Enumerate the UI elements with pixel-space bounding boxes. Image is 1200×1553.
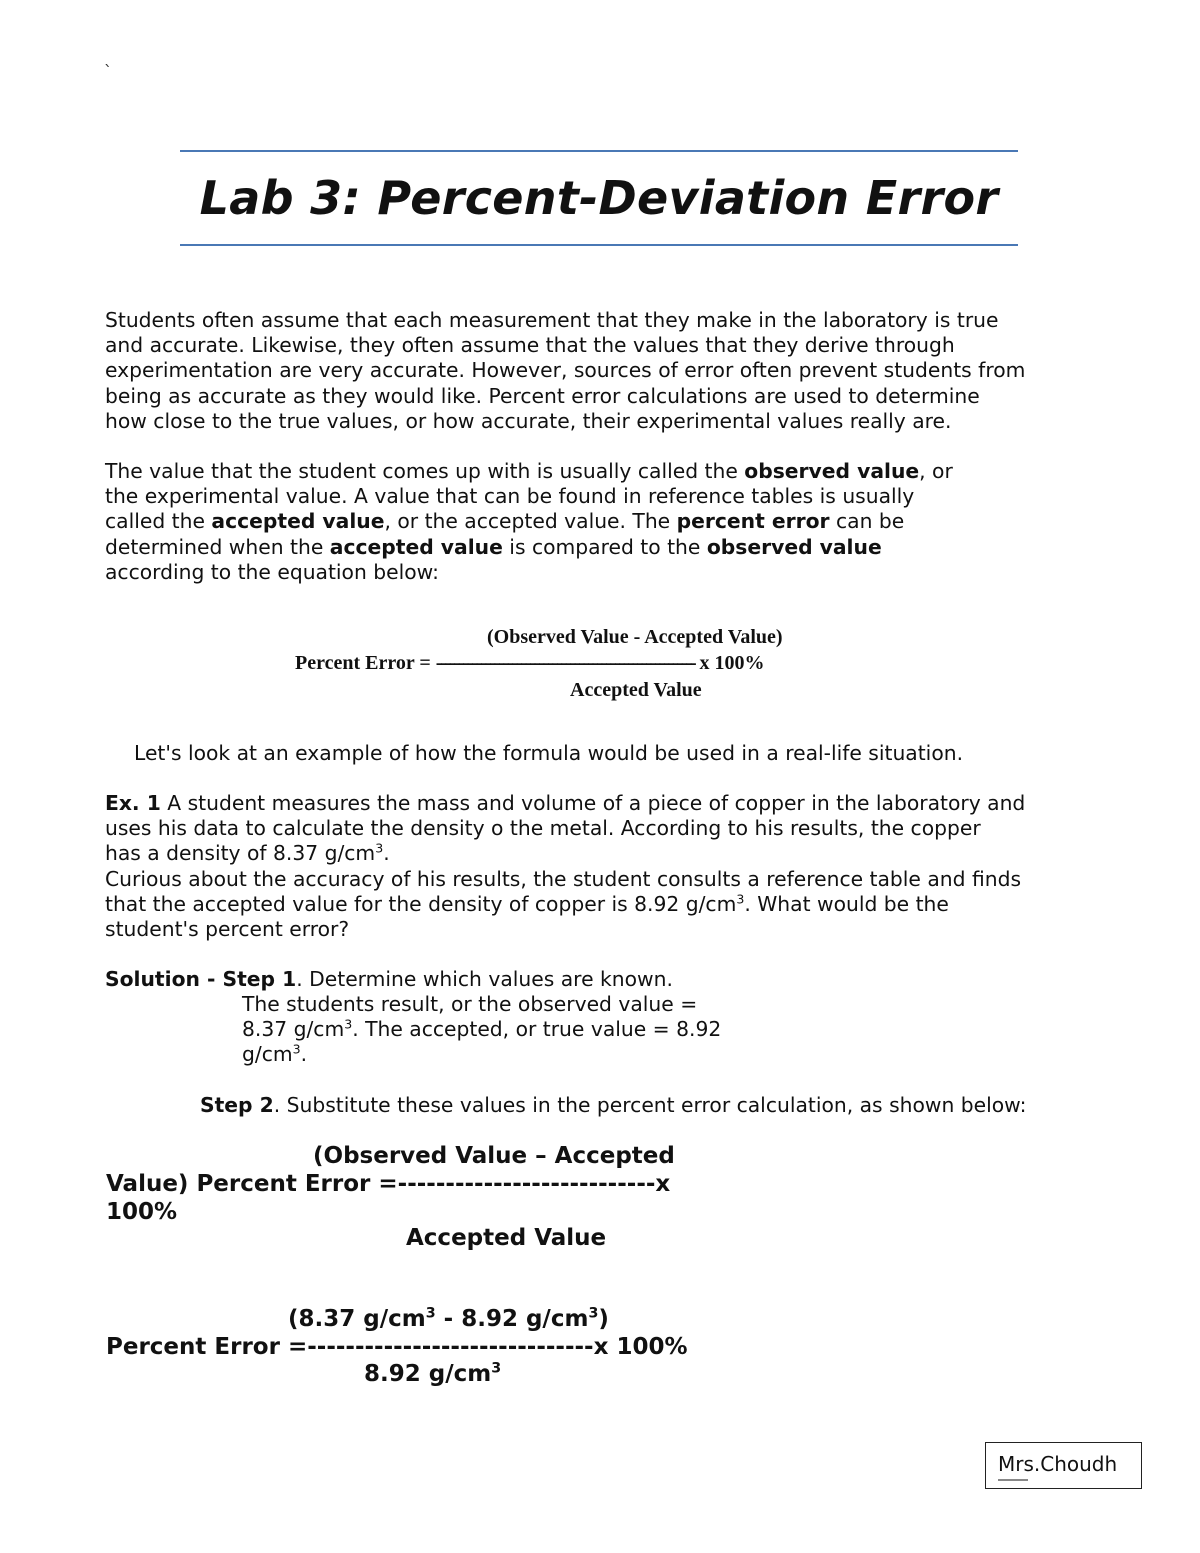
- example-line: uses his data to calculate the density o the metal. According to his results, the copper: [105, 816, 981, 841]
- solution-line: 8.37 $g/cm^3$. The accepted, or true value = 8.92: [242, 1016, 722, 1042]
- formula-main-line: Percent Error = ---------------------------------------------------------- x 100%: [295, 652, 765, 674]
- definitions-line: determined when the accepted value is compared to the observed value: [105, 534, 882, 559]
- title-top-rule: [180, 150, 1018, 152]
- term-observed-value: observed value: [706, 534, 882, 559]
- term-accepted-value: accepted value: [211, 509, 385, 534]
- example-intro: Let's look at an example of how the formula would be used in a real-life situation.: [134, 741, 964, 765]
- intro-line: experimentation are very accurate. However, sources of error often prevent students from: [105, 358, 1026, 383]
- formula2-numerator: (Observed Value – Accepted: [313, 1143, 675, 1169]
- formula2-percent: 100%: [106, 1199, 178, 1225]
- formula3-denominator: 8.92 $g/cm^3$: [364, 1360, 502, 1387]
- formula2-main-line: Value) Percent Error =---------------------------x: [106, 1171, 671, 1197]
- intro-line: being as accurate as they would like. Percent error calculations are used to determine: [105, 383, 980, 408]
- definitions-line: the experimental value. A value that can be found in reference tables is usually: [105, 484, 915, 509]
- definitions-line: according to the equation below:: [105, 559, 439, 584]
- formula2-denominator: Accepted Value: [406, 1225, 607, 1251]
- page-title: Lab 3: Percent-Deviation Error: [199, 171, 999, 225]
- solution-line: The students result, or the observed value =: [242, 992, 698, 1016]
- signature-cutoff-line: [998, 1479, 1028, 1481]
- stray-tick-mark: `: [104, 62, 112, 81]
- definitions-paragraph: [105, 459, 953, 585]
- intro-paragraph: [105, 308, 1025, 434]
- step2-label: Step 2: [200, 1093, 274, 1117]
- example-line: Curious about the accuracy of his results, the student consults a reference table and finds: [105, 866, 1022, 891]
- example-label: Ex. 1: [105, 791, 161, 815]
- solution-step2: Step 2. Substitute these values in the percent error calculation, as shown below:: [200, 1093, 1027, 1117]
- solution-label: Solution - Step 1: [105, 967, 297, 991]
- formula3-numerator: (8.37 $g/cm^3 - 8.92$ $g/cm^3$): [288, 1305, 609, 1332]
- title-bottom-rule: [180, 244, 1018, 246]
- term-percent-error: percent error: [676, 509, 830, 534]
- intro-line: how close to the true values, or how accurate, their experimental values really are.: [105, 408, 952, 433]
- formula-denominator: Accepted Value: [570, 679, 702, 701]
- intro-line: Students often assume that each measurement that they make in the laboratory is true: [105, 308, 999, 332]
- formula-fraction-bar: ----------------------------------------------------------: [435, 652, 695, 674]
- example-line: Ex. 1 A student measures the mass and volume of a piece of copper in the laboratory and: [105, 791, 1026, 815]
- term-observed-value: observed value: [744, 459, 920, 483]
- formula-numerator: (Observed Value - Accepted Value): [487, 626, 783, 648]
- example-paragraph: [105, 791, 1025, 942]
- definitions-line: called the accepted value, or the accepted value. The percent error can be: [105, 509, 905, 534]
- example-line: student's percent error?: [105, 916, 350, 941]
- term-accepted-value: accepted value: [329, 534, 503, 559]
- definitions-line: The value that the student comes up with is usually called the observed value, or: [105, 459, 953, 483]
- intro-line: and accurate. Likewise, they often assume that the values that they derive through: [105, 333, 955, 358]
- author-signature-text: Mrs.Choudh: [998, 1452, 1118, 1476]
- author-signature-box: [985, 1442, 1142, 1489]
- solution-step1-details: [242, 992, 721, 1068]
- solution-line: $g/cm^3$.: [242, 1041, 308, 1067]
- formula3-main-line: Percent Error =------------------------------x 100%: [106, 1334, 688, 1360]
- example-line: has a density of 8.37 $g/cm^3$.: [105, 840, 390, 866]
- solution-step1-heading: Solution - Step 1. Determine which values are known.: [105, 967, 673, 991]
- example-line: that the accepted value for the density of copper is 8.92 $g/cm^3$. What would be the: [105, 891, 949, 916]
